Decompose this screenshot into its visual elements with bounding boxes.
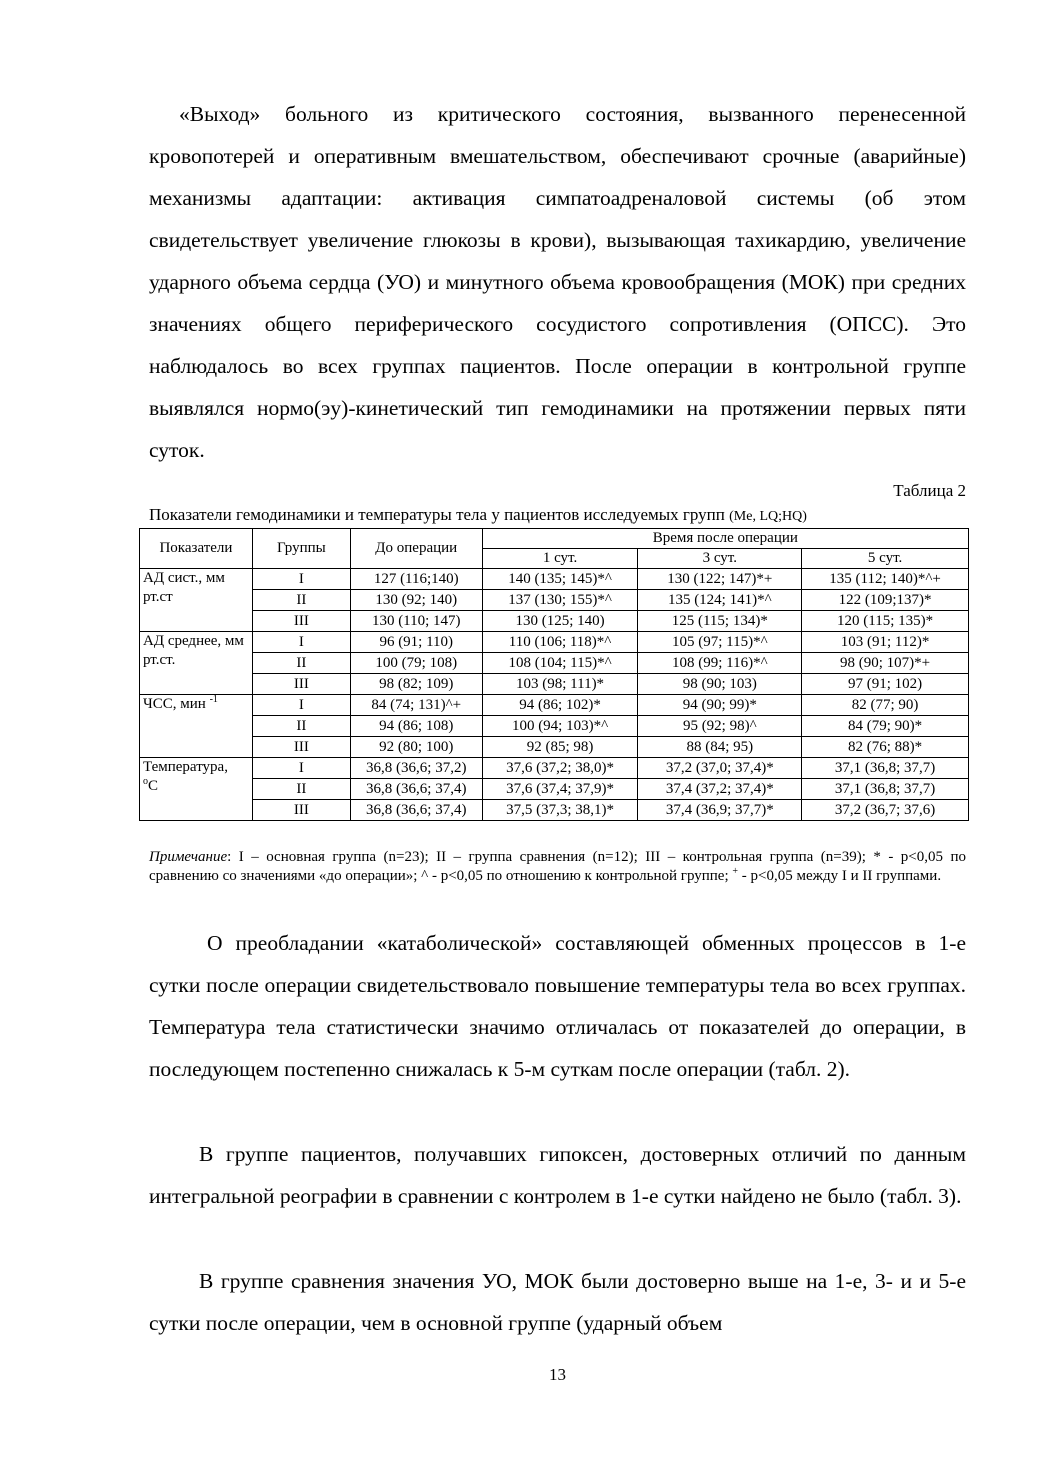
table-title-text: Показатели гемодинамики и температуры тела у пациентов исследуемых групп — [149, 505, 725, 524]
before-cell: 36,8 (36,6; 37,4) — [350, 779, 482, 800]
indicator-cell: АД сист., мм рт.ст — [140, 569, 253, 632]
table-row — [140, 569, 969, 590]
day1-cell: 37,6 (37,4; 37,9)* — [482, 779, 638, 800]
header-indicator: Показатели — [140, 529, 253, 569]
day1-cell: 110 (106; 118)*^ — [482, 632, 638, 653]
table-row — [140, 695, 969, 716]
table-note — [149, 848, 966, 886]
before-cell: 84 (74; 131)^+ — [350, 695, 482, 716]
indicator-cell — [140, 695, 253, 758]
table-row — [140, 653, 969, 674]
paragraph-comparison: В группе сравнения значения УО, МОК были достоверно выше на 1-е, 3- и и 5-е сутки после операции, чем в основной группе (ударный объем — [149, 1269, 966, 1335]
day3-cell: 125 (115; 134)* — [638, 611, 802, 632]
group-cell: I — [252, 632, 350, 653]
header-day3: 3 сут. — [638, 549, 802, 569]
page-number: 13 — [549, 1365, 566, 1384]
day5-cell: 97 (91; 102) — [802, 674, 969, 695]
day3-cell: 105 (97; 115)*^ — [638, 632, 802, 653]
paragraph-catabolic: О преобладании «катаболической» составляющей обменных процессов в 1-е сутки после операции свидетельствовало повышение температуры тела во всех группах. Температура тела статистически значимо отличалась от показателей до операции, в последующем постепенно снижалась к 5-м суткам после операции (табл. 2). — [149, 931, 966, 1081]
day3-cell: 88 (84; 95) — [638, 737, 802, 758]
paragraph-hypoxen: В группе пациентов, получавших гипоксен, достоверных отличий по данным интегральной реографии в сравнении с контролем в 1-е сутки найдено не было (табл. 3). — [149, 1142, 966, 1208]
indicator-cell: АД среднее, мм рт.ст. — [140, 632, 253, 695]
day3-cell: 37,4 (37,2; 37,4)* — [638, 779, 802, 800]
note-sup: + — [732, 866, 739, 877]
group-cell: I — [252, 758, 350, 779]
day1-cell: 130 (125; 140) — [482, 611, 638, 632]
table-title-suffix: (Me, LQ;HQ) — [729, 509, 807, 524]
group-cell: III — [252, 674, 350, 695]
day1-cell: 100 (94; 103)*^ — [482, 716, 638, 737]
header-group: Группы — [252, 529, 350, 569]
before-cell: 98 (82; 109) — [350, 674, 482, 695]
before-cell: 94 (86; 108) — [350, 716, 482, 737]
paragraph-intro: «Выход» больного из критического состояния, вызванного перенесенной кровопотерей и оперативным вмешательством, обеспечивают срочные (аварийные) механизмы адаптации: активация симпатоадреналовой системы (об этом свидетельствует увеличение глюкозы в крови), вызывающая тахикардию, увеличение ударного объема сердца (УО) и минутного объема кровообращения (МОК) при средних значениях общего периферического сосудистого сопротивления (ОПСС). Это наблюдалось во всех группах пациентов. После операции в контрольной группе выявлялся нормо(эу)-кинетический тип гемодинамики на протяжении первых пяти суток. — [149, 102, 966, 462]
before-cell: 127 (116;140) — [350, 569, 482, 590]
group-cell: II — [252, 779, 350, 800]
day3-cell: 98 (90; 103) — [638, 674, 802, 695]
header-day5: 5 сут. — [802, 549, 969, 569]
table-row — [140, 779, 969, 800]
header-after: Время после операции — [482, 529, 968, 549]
header-day1: 1 сут. — [482, 549, 638, 569]
day1-cell: 37,6 (37,2; 38,0)* — [482, 758, 638, 779]
day1-cell: 94 (86; 102)* — [482, 695, 638, 716]
day1-cell: 103 (98; 111)* — [482, 674, 638, 695]
before-cell: 130 (92; 140) — [350, 590, 482, 611]
indicator-name: ЧСС, мин — [143, 696, 206, 712]
before-cell: 130 (110; 147) — [350, 611, 482, 632]
day1-cell: 137 (130; 155)*^ — [482, 590, 638, 611]
day1-cell: 140 (135; 145)*^ — [482, 569, 638, 590]
day3-cell: 37,2 (37,0; 37,4)* — [638, 758, 802, 779]
group-cell: II — [252, 716, 350, 737]
table-row — [140, 674, 969, 695]
day3-cell: 95 (92; 98)^ — [638, 716, 802, 737]
group-cell: III — [252, 611, 350, 632]
day3-cell: 94 (90; 99)* — [638, 695, 802, 716]
day1-cell: 37,5 (37,3; 38,1)* — [482, 800, 638, 821]
indicator-unit: С — [148, 778, 159, 794]
group-cell: II — [252, 653, 350, 674]
group-cell: III — [252, 737, 350, 758]
day5-cell: 84 (79; 90)* — [802, 716, 969, 737]
day3-cell: 135 (124; 141)*^ — [638, 590, 802, 611]
hemodynamics-table — [139, 528, 969, 821]
table-row — [140, 632, 969, 653]
day3-cell: 37,4 (36,9; 37,7)* — [638, 800, 802, 821]
group-cell: III — [252, 800, 350, 821]
day1-cell: 92 (85; 98) — [482, 737, 638, 758]
before-cell: 36,8 (36,6; 37,4) — [350, 800, 482, 821]
table-title — [149, 505, 966, 527]
before-cell: 96 (91; 110) — [350, 632, 482, 653]
day5-cell: 37,2 (36,7; 37,6) — [802, 800, 969, 821]
table-row — [140, 758, 969, 779]
group-cell: I — [252, 695, 350, 716]
indicator-name: Температура, — [143, 759, 228, 775]
before-cell: 100 (79; 108) — [350, 653, 482, 674]
header-before: До операции — [350, 529, 482, 569]
table-row — [140, 590, 969, 611]
day5-cell: 98 (90; 107)*+ — [802, 653, 969, 674]
day5-cell: 82 (77; 90) — [802, 695, 969, 716]
group-cell: II — [252, 590, 350, 611]
before-cell: 92 (80; 100) — [350, 737, 482, 758]
day1-cell: 108 (104; 115)*^ — [482, 653, 638, 674]
note-text-end: - p<0,05 между I и II группами. — [741, 868, 942, 884]
day5-cell: 120 (115; 135)* — [802, 611, 969, 632]
day5-cell: 37,1 (36,8; 37,7) — [802, 779, 969, 800]
table-row — [140, 800, 969, 821]
indicator-sup: -1 — [209, 694, 218, 705]
before-cell: 36,8 (36,6; 37,2) — [350, 758, 482, 779]
day3-cell: 130 (122; 147)*+ — [638, 569, 802, 590]
table-row — [140, 611, 969, 632]
group-cell: I — [252, 569, 350, 590]
note-text: : I – основная группа (n=23); II – группа сравнения (n=12); III – контрольная группа (n=39); * - p<0,05 по сравнению со значениями «до операции»; ^ - p<0,05 по отношению к контрольной группе; — [149, 849, 966, 884]
note-label: Примечание — [149, 849, 228, 865]
day5-cell: 37,1 (36,8; 37,7) — [802, 758, 969, 779]
indicator-sup: o — [143, 776, 148, 787]
day3-cell: 108 (99; 116)*^ — [638, 653, 802, 674]
day5-cell: 82 (76; 88)* — [802, 737, 969, 758]
indicator-cell — [140, 758, 253, 821]
day5-cell: 122 (109;137)* — [802, 590, 969, 611]
day5-cell: 103 (91; 112)* — [802, 632, 969, 653]
table-number: Таблица 2 — [893, 481, 966, 500]
table-row — [140, 716, 969, 737]
day5-cell: 135 (112; 140)*^+ — [802, 569, 969, 590]
table-row — [140, 737, 969, 758]
